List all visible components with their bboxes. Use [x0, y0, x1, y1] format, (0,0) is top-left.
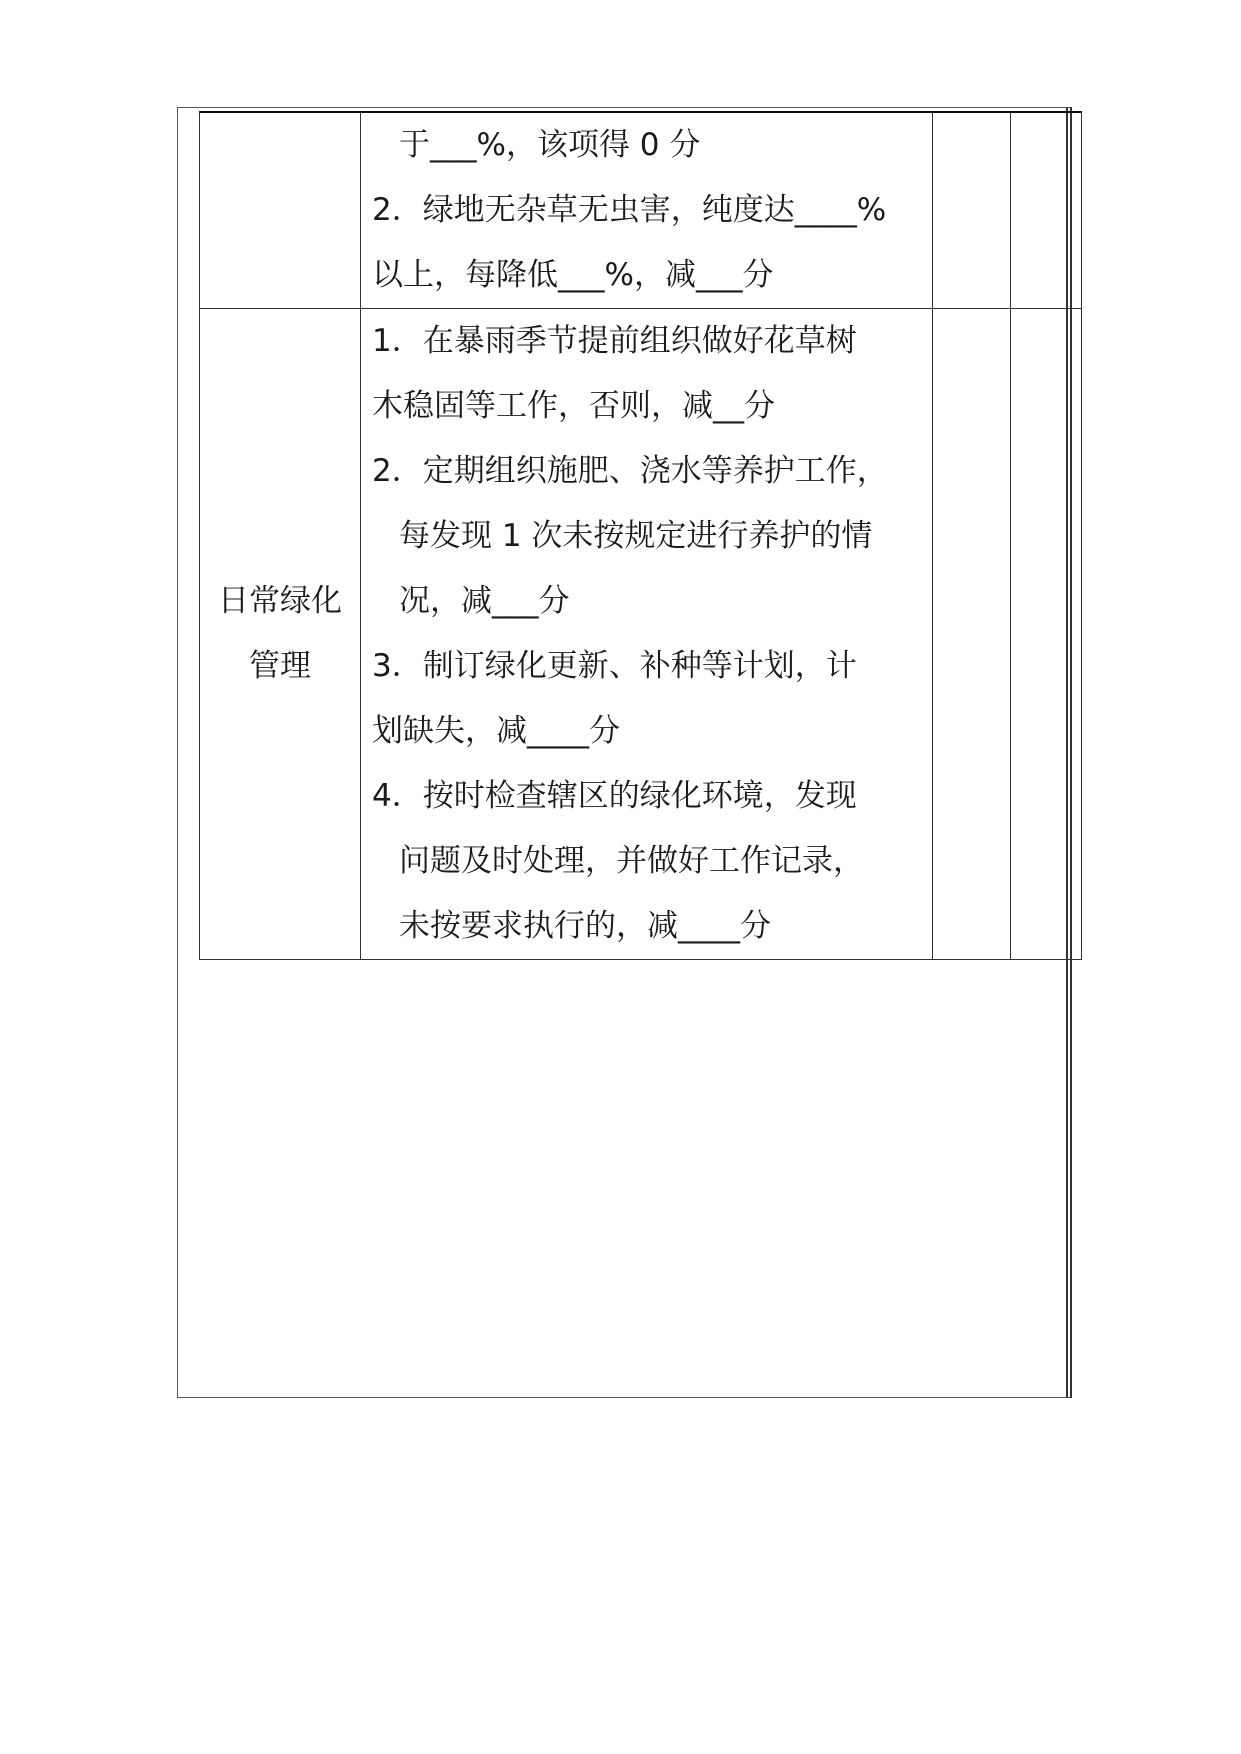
table-row [200, 112, 1082, 309]
standard-line: 4．按时检查辖区的绿化环境，发现 [372, 778, 857, 814]
item-label-line: 管理 [249, 648, 311, 684]
standard-line: 1．在暴雨季节提前组织做好花草树 [372, 323, 857, 359]
standard-line: 问题及时处理，并做好工作记录， [399, 843, 864, 879]
item-cell [200, 112, 361, 309]
standard-line: 木稳固等工作，否则，减__分 [372, 388, 775, 424]
standard-line: 划缺失，减____分 [372, 713, 620, 749]
standard-line: 3．制订绿化更新、补种等计划，计 [372, 648, 857, 684]
actual-score-cell [1011, 112, 1082, 309]
standard-line: 以上，每降低___%，减___分 [372, 257, 774, 293]
standard-line: 每发现 1 次未按规定进行养护的情 [399, 518, 873, 554]
actual-score-cell [1011, 309, 1082, 960]
standard-cell [361, 112, 933, 309]
standard-line: 于___%，该项得 0 分 [399, 127, 701, 163]
scoring-table [199, 111, 1082, 960]
score-cell [933, 112, 1011, 309]
standard-line: 2．定期组织施肥、浇水等养护工作， [372, 453, 888, 489]
standard-cell [361, 309, 933, 960]
item-cell [200, 309, 361, 960]
score-cell [933, 309, 1011, 960]
standard-line: 况，减___分 [399, 583, 570, 619]
item-label-line: 日常绿化 [218, 583, 342, 619]
table-row [200, 309, 1082, 960]
standard-line: 未按要求执行的，减____分 [399, 908, 771, 944]
standard-line: 2．绿地无杂草无虫害，纯度达____% [372, 192, 887, 228]
